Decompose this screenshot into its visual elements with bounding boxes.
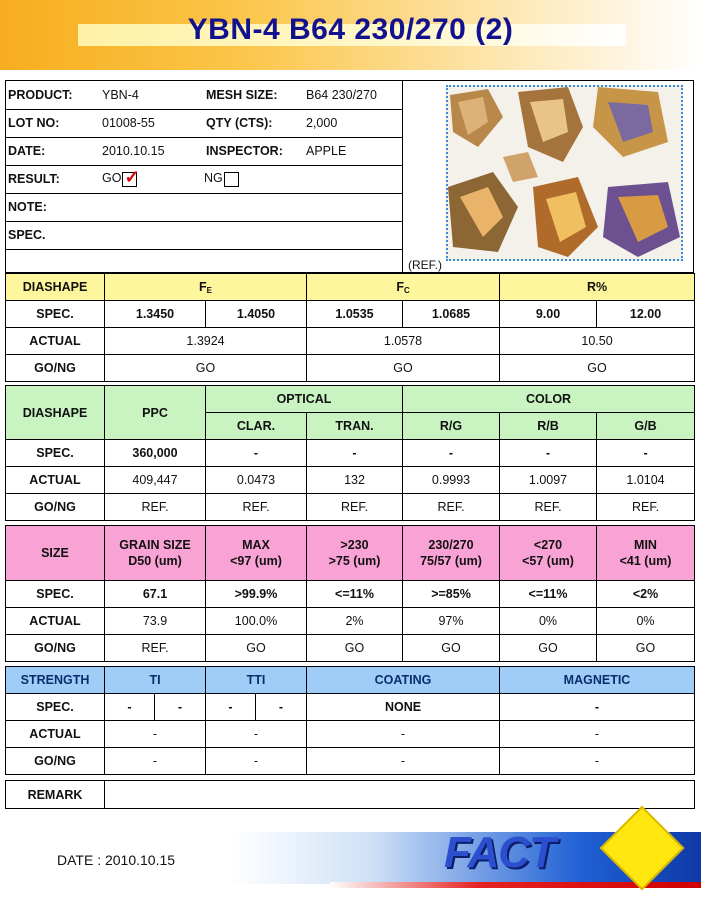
- ng-checkbox[interactable]: [224, 172, 239, 187]
- optical-diashape-header: DIASHAPE: [6, 386, 105, 440]
- size-table: [5, 525, 695, 662]
- color-header: COLOR: [403, 386, 695, 413]
- fc-header: $F_C$: [307, 274, 500, 301]
- gong-cell: REF.: [105, 494, 206, 521]
- actual-cell: 1.0104: [597, 467, 695, 494]
- result-ng: [204, 165, 306, 193]
- spec-cell: -: [597, 440, 695, 467]
- col-header: R/G: [403, 413, 500, 440]
- gong-cell: -: [500, 748, 695, 775]
- ppc-header: PPC: [105, 386, 206, 440]
- product-label: PRODUCT:: [6, 81, 102, 109]
- lot-value: 01008-55: [102, 109, 204, 137]
- result-go: [102, 165, 204, 193]
- row-label: SPEC.: [6, 301, 105, 328]
- col-header: TRAN.: [307, 413, 403, 440]
- remark-label: REMARK: [6, 781, 105, 809]
- spec-cell: 1.0535: [307, 301, 403, 328]
- spec-cell: 12.00: [597, 301, 695, 328]
- row-label: ACTUAL: [6, 721, 105, 748]
- date-label: DATE:: [6, 137, 102, 165]
- info-table: [6, 81, 402, 250]
- gong-cell: GO: [105, 355, 307, 382]
- spec-cell: -: [206, 694, 256, 721]
- date-value: 2010.10.15: [102, 137, 204, 165]
- note-label: NOTE:: [6, 193, 102, 221]
- col-header: G/B: [597, 413, 695, 440]
- optical-table: [5, 385, 695, 521]
- actual-cell: 409,447: [105, 467, 206, 494]
- gong-cell: GO: [206, 635, 307, 662]
- inspector-label: INSPECTOR:: [204, 137, 306, 165]
- r-header: R%: [500, 274, 695, 301]
- fe-header: $F_E$: [105, 274, 307, 301]
- spec-cell: -: [403, 440, 500, 467]
- spec-cell: -: [256, 694, 307, 721]
- actual-cell: 2%: [307, 608, 403, 635]
- ng-label: NG: [204, 171, 223, 186]
- spec-cell: -: [155, 694, 206, 721]
- spec-label: SPEC.: [6, 221, 102, 249]
- over-230-header: >230 >75 (um): [307, 526, 403, 581]
- gong-cell: GO: [307, 635, 403, 662]
- spec-cell: -: [500, 440, 597, 467]
- actual-cell: -: [105, 721, 206, 748]
- actual-cell: -: [307, 721, 500, 748]
- col-header: CLAR.: [206, 413, 307, 440]
- gong-cell: GO: [307, 355, 500, 382]
- result-label: RESULT:: [6, 165, 102, 193]
- checkmark-icon: ✓: [124, 166, 140, 187]
- coating-header: COATING: [307, 667, 500, 694]
- spec-cell: -: [500, 694, 695, 721]
- max-header: MAX <97 (um): [206, 526, 307, 581]
- actual-cell: 0%: [500, 608, 597, 635]
- product-value: YBN-4: [102, 81, 204, 109]
- spec-cell: 1.3450: [105, 301, 206, 328]
- actual-cell: 0.0473: [206, 467, 307, 494]
- spec-cell: <=11%: [500, 581, 597, 608]
- under-270-header: <270 <57 (um): [500, 526, 597, 581]
- row-label: SPEC.: [6, 694, 105, 721]
- ref-label: (REF.): [408, 258, 442, 272]
- page-title: YBN-4 B64 230/270 (2): [187, 13, 514, 46]
- magnetic-header: MAGNETIC: [500, 667, 695, 694]
- spec-cell: 360,000: [105, 440, 206, 467]
- spec-cell: -: [206, 440, 307, 467]
- note-value: [102, 193, 402, 221]
- actual-cell: -: [206, 721, 307, 748]
- grain-size-header: GRAIN SIZE D50 (um): [105, 526, 206, 581]
- row-label: GO/NG: [6, 355, 105, 382]
- 230-270-header: 230/270 75/57 (um): [403, 526, 500, 581]
- spec-cell: >99.9%: [206, 581, 307, 608]
- actual-cell: 0.9993: [403, 467, 500, 494]
- row-label: ACTUAL: [6, 467, 105, 494]
- row-label: SPEC.: [6, 581, 105, 608]
- remark-table: [5, 780, 695, 809]
- gong-cell: REF.: [597, 494, 695, 521]
- actual-cell: 100.0%: [206, 608, 307, 635]
- gong-cell: REF.: [403, 494, 500, 521]
- gong-cell: -: [105, 748, 206, 775]
- actual-cell: 10.50: [500, 328, 695, 355]
- actual-cell: 1.0578: [307, 328, 500, 355]
- lot-label: LOT NO:: [6, 109, 102, 137]
- spec-cell: NONE: [307, 694, 500, 721]
- mesh-value: B64 230/270: [306, 81, 402, 109]
- mesh-label: MESH SIZE:: [204, 81, 306, 109]
- gong-cell: GO: [500, 635, 597, 662]
- row-label: GO/NG: [6, 494, 105, 521]
- spec-value: [102, 221, 402, 249]
- ti-header: TI: [105, 667, 206, 694]
- gong-cell: REF.: [307, 494, 403, 521]
- spec-cell: <2%: [597, 581, 695, 608]
- spec-cell: <=11%: [307, 581, 403, 608]
- actual-cell: 97%: [403, 608, 500, 635]
- gong-cell: GO: [597, 635, 695, 662]
- go-checkbox[interactable]: [122, 166, 140, 187]
- spec-cell: 67.1: [105, 581, 206, 608]
- gong-cell: -: [307, 748, 500, 775]
- remark-value: [105, 781, 695, 809]
- go-label: GO: [102, 171, 122, 186]
- footer-date: DATE : 2010.10.15: [57, 852, 176, 868]
- strength-table: [5, 666, 695, 775]
- fact-logo: FACT: [444, 828, 555, 877]
- gong-cell: REF.: [105, 635, 206, 662]
- row-label: GO/NG: [6, 635, 105, 662]
- row-label: SPEC.: [6, 440, 105, 467]
- actual-cell: 1.3924: [105, 328, 307, 355]
- actual-cell: 132: [307, 467, 403, 494]
- spec-cell: -: [307, 440, 403, 467]
- qty-label: QTY (CTS):: [204, 109, 306, 137]
- gong-cell: -: [206, 748, 307, 775]
- actual-cell: 73.9: [105, 608, 206, 635]
- actual-cell: -: [500, 721, 695, 748]
- spec-cell: 9.00: [500, 301, 597, 328]
- spec-cell: 1.0685: [403, 301, 500, 328]
- spec-cell: >=85%: [403, 581, 500, 608]
- qty-value: 2,000: [306, 109, 402, 137]
- gong-cell: GO: [403, 635, 500, 662]
- diamond-grain-photo: [446, 85, 683, 261]
- col-header: R/B: [500, 413, 597, 440]
- strength-header: STRENGTH: [6, 667, 105, 694]
- diashape-header: DIASHAPE: [6, 274, 105, 301]
- size-header: SIZE: [6, 526, 105, 581]
- row-label: ACTUAL: [6, 328, 105, 355]
- spec-cell: -: [105, 694, 155, 721]
- gong-cell: REF.: [500, 494, 597, 521]
- actual-cell: 1.0097: [500, 467, 597, 494]
- tti-header: TTI: [206, 667, 307, 694]
- actual-cell: 0%: [597, 608, 695, 635]
- gong-cell: GO: [500, 355, 695, 382]
- optical-header: OPTICAL: [206, 386, 403, 413]
- gong-cell: REF.: [206, 494, 307, 521]
- row-label: GO/NG: [6, 748, 105, 775]
- diashape-table: [5, 273, 695, 382]
- min-header: MIN <41 (um): [597, 526, 695, 581]
- info-divider: [402, 80, 403, 273]
- row-label: ACTUAL: [6, 608, 105, 635]
- inspector-value: APPLE: [306, 137, 402, 165]
- spec-cell: 1.4050: [206, 301, 307, 328]
